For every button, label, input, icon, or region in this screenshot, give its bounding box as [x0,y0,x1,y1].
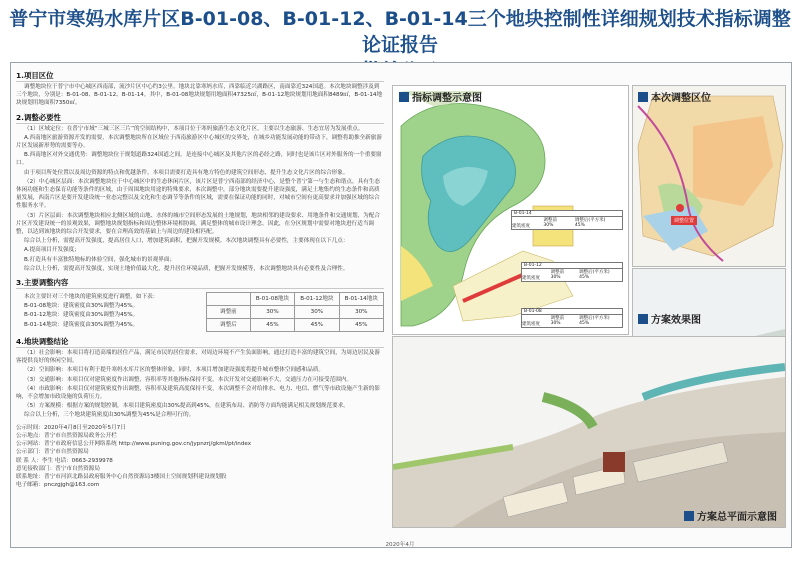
mini-table-v2: 45% [579,275,590,280]
mini-table-code: B-01-14 [512,211,622,217]
mini-table-h1: 调整前 [550,316,565,321]
mini-table-h2: 调整后(平方米) [574,218,606,223]
location-map-panel [632,85,786,267]
mini-table-row [522,275,622,281]
location-map-label: 本次调整区位 [651,93,711,104]
mini-table-v1: 30% [550,275,561,280]
table-header-cell: B-01-12地块 [295,293,339,306]
site-plan [393,337,785,527]
mini-table [521,262,623,282]
mini-table-h2: 调整后(平方米) [579,270,610,275]
mini-table-v2: 45% [574,223,585,228]
table-cell: 调整前 [207,306,251,319]
mini-table-h1: 调整前 [550,270,565,275]
section-2-p1: （1）区域定位：在普宁市域“三城三区三片”的空间结构中，本项目位于寒妈旅游生态文化片区，主要以生态旅游、生态宜居为发展重点。 [24,125,364,132]
mini-table-row [512,223,622,229]
section-3-item: B-01-08地块：建筑密度由30%调整为45%。 [24,303,139,310]
section-4-p1: （1）社会影响：本项目将打造高端的居住产品，满足市民的居住需求，对周边环境不产生负面影响，通过打造丰富的建筑空间，为周边居民及游客提供良好的休闲空间。 [16,350,380,365]
mini-table-code: B-01-08 [522,309,622,315]
section-1-text: 调整地块位于普宁市中心城区西南部，流沙片区中心约3公里。地块北靠寒妈水库，西靠临近兴湖路区，南面靠近324国道。本次地块调整涉及到三个地块，分别是：B-01-08、B-01-12、B-01-14。其中，B-01-08地块规划用地面积47325㎡，B-01-12地块规划用地面积8489㎡，B-01-14地块规划用地面积7350㎡。 [16,84,383,107]
publicity-contact: 联 系 人：李生 电话：0663-2939978 [16,457,113,464]
table-header-cell: B-01-14地块 [339,293,383,306]
section-4-p5: （5）方案规模：根据方案的规划控制，本项目建筑密度由30%提高到45%，在建筑布局、消防等方面均能满足相关规划规范要求。 [24,403,349,410]
section-2-title: 2.调整必要性 [16,112,384,124]
location-map-title [638,89,711,104]
table-cell: 30% [250,306,294,319]
section-2-bullet-b: B.打造具有丰富独特地标的体验空间，强化城市的景观界面； [24,256,176,263]
section-marker-icon [684,511,694,521]
section-2-p7: 综合以上分析，需提高开发强度，提高居住人口，增加建筑面积，把握开发规模。本次地块调整具有必要性，主要体现在以下几点： [24,238,349,245]
section-2-bullet-a: A.提高项目开发强度； [24,247,80,254]
table-row [207,306,384,319]
table-header-cell: B-01-08地块 [250,293,294,306]
index-map-title [399,89,482,104]
mini-table-key: 建筑密度 [522,322,540,327]
table-cell: 45% [339,319,383,332]
section-marker-icon [638,92,648,102]
adjustment-table [206,292,384,332]
section-2-p2: A.西南地区旅游资源开发的需要，本次调整地块所在区域位于西南旅游区中心城区的交界处，在城乡功能发展动能的带动下，调整将助推全新旅游片区发展新形势的需要等办。 [16,134,382,150]
section-4-p6: 综合以上分析，三个地块建筑密度由30%调整为45%是合理可行的。 [24,412,195,419]
section-3-title: 3.主要调整内容 [16,277,384,289]
mini-table-v1: 30% [550,321,561,326]
table-cell: 45% [295,319,339,332]
section-marker-icon [638,314,648,324]
mini-table-row [522,321,622,327]
section-4-p3: （3）交通影响：本项目仅对建筑密度作出调整，容积率等其他指标保持不变，本次开发对交通影响不大，交通压力在可接受范围内。 [24,376,352,383]
mini-table [521,308,623,328]
site-plan-label: 方案总平面示意图 [697,512,777,523]
mini-table-v2: 45% [579,321,590,326]
render-title [638,311,701,326]
section-4-p2: （2）空间影响：本项目有利于提升寒妈水库片区的整体形象，同时，本项目增加建设强度将提升城市整体空间感和品质。 [24,367,325,374]
render-label: 方案效果图 [651,315,701,326]
section-3-body [16,292,384,332]
site-plan-panel [392,336,786,528]
publicity-address: 联系地址：普宁市河滨北路县政府服务中心自然资源局3楼国土空间规划科建设规划股 [16,473,227,480]
mini-table-v1: 30% [543,223,554,228]
report-text-column [16,66,384,489]
section-3-item: B-01-12地块：建筑密度由30%调整为45%。 [24,312,139,319]
publicity-dept: 公示部门：普宁市自然资源局 [16,449,89,456]
publicity-location: 公示地点：普宁市自然资源局政务公开栏 [16,432,117,439]
table-header-cell [207,293,251,306]
table-cell: 45% [250,319,294,332]
title-line-1: 普宁市寒妈水库片区B-01-08、B-01-12、B-01-14三个地块控制性详细规划技术指标调整论证报告 [9,8,791,56]
site-plan-title [684,508,777,523]
section-marker-icon [399,92,409,102]
table-cell: 30% [339,306,383,319]
publicity-period: 公示时间：2020年4月8日至2020年5月7日 [16,424,126,431]
mini-table [511,210,623,230]
mini-table-h1: 调整前 [543,218,557,223]
publicity-email: 电子邮箱：pnczgjgh@163.com [16,482,100,489]
table-header-row [207,293,384,306]
publicity-website: 公示网站：普宁市政府信息公开网络系统 http://www.puning.gov.cn/jypnzrj/gkml/pt/index [16,441,252,448]
section-3-list [16,292,202,329]
footer-date: 2020年4月 [385,542,415,548]
location-badge: 调整位置 [671,216,697,225]
section-3-intro: 本次主要针对三个地块的建筑密度进行调整，如下表： [24,294,159,301]
table-cell: 调整后 [207,319,251,332]
section-2-p8: 综合以上分析，需提高开发强度，实现土地价值最大化，提升居住环境品质，把握开发规模等，本次调整地块具有必要性及合理性。 [24,265,349,272]
mini-table-h2: 调整后(平方米) [579,316,610,321]
location-map [633,86,785,266]
table-row [207,319,384,332]
section-1-title: 1.项目区位 [16,70,384,82]
section-2-p4: 由于项目所处位置以及周边资源的特点和优越条件，本项目需要打造具有地方特色的建筑空间形态，提升生态文化片区的综合形象。 [24,169,349,176]
mini-table-key: 建筑密度 [512,224,530,229]
section-4-p4: （4）市政影响：本项目仅对建筑密度作出调整，容积率及建筑高度保持不变，本次调整不会对给排水、电力、电信、燃气等市政设施产生新的影响，不会增加市政设施的负荷压力。 [16,385,380,401]
table-cell: 30% [295,306,339,319]
mini-table-key: 建筑密度 [522,276,540,281]
section-4-title: 4.地块调整结论 [16,336,384,348]
index-map-label: 指标调整示意图 [412,93,482,104]
mini-table-code: B-01-12 [522,263,622,269]
section-2-p6: （3）片区层面：本次调整地块相应北侧区域的山地、水体的城市空间形态发展的土地规划，地块相邻的建设要求、用地条件和交通规划，为配合片区开发建设统一的景观效果，调整地块规划指标和周边整体环境相协调，满足整体的城市设计理念。因此，在分区规划中需要对地块进行适当调整，以达到该地块的综合开发要求，要在合理高效的基础上与周边的建设相匹配。 [16,212,380,236]
publicity-receiver: 意见接收部门：普宁市自然资源局 [16,465,100,472]
section-2-p5: （2）中心城区层面：本次调整地块位于中心城区中的生态休闲片区，该片区是普宁西南部的经济中心，是整个普宁第一与生态和谐点，具有生态休闲功能和生态保育功能等条件的区域，由于周围地块用途的特殊要求，本次调整中，部分地块需要提升建设强度，满足土地集约的生态条件和高质量发展，西南片区是要开发建设统一业态完整以及文化和生态调节等条件的区域，需要在保证功能的同时，对城市空间有更高要求并加强区域的综合性服务水平。 [16,178,380,210]
section-3-item: B-01-14地块：建筑密度由30%调整为45%。 [24,321,139,328]
section-2-p3: B.西南地区对外交通优势：调整地块位于规划道路324国道之间，是连接中心城区及其他片区的必经之路，同时也是该片区对外服务的一个重要窗口。 [16,152,382,167]
publicity-info [16,424,384,490]
index-map-panel [392,85,629,335]
